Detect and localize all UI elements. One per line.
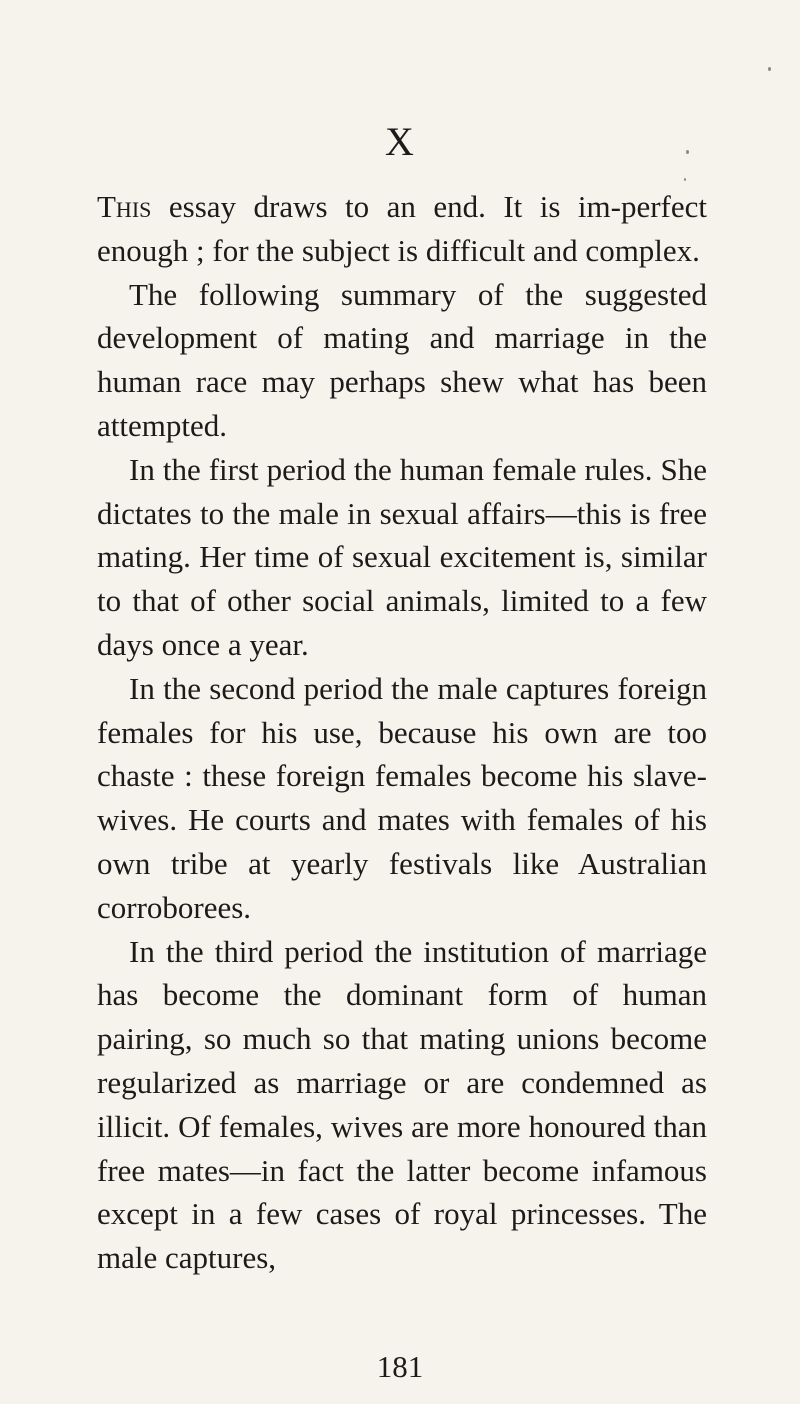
paper-speck xyxy=(686,150,689,154)
paragraph-4: In the second period the male captures foreign females for his use, because his own are too chaste : these foreign females become his slave-wives. He courts and mates with females of his own tribe at yearly festivals like Australian corroborees. xyxy=(97,670,707,925)
chapter-heading: X xyxy=(385,119,415,164)
body-text xyxy=(97,185,707,1280)
paragraph-2: The following summary of the suggested development of mating and marriage in the human race may perhaps shew what has been attempted. xyxy=(97,276,707,443)
paragraph-5: In the third period the institution of marriage has become the dominant form of human pairing, so much so that mating unions become regularized as marriage or are condemned as illicit. Of females, wives are more honoured than free mates—in fact the latter become infamous except in a few cases of royal princesses. The male captures, xyxy=(97,933,707,1276)
page-number: 181 xyxy=(376,1349,424,1384)
paragraph-1 xyxy=(97,185,707,273)
paragraph-3: In the first period the human female rules. She dictates to the male in sexual affairs—this is free mating. Her time of sexual excitement is, similar to that of other social animals, limited to a few days once a year. xyxy=(97,451,707,662)
paragraph-1-text: essay draws to an end. It is im-perfect enough ; for the subject is difficult and complex. xyxy=(97,189,707,268)
paper-speck xyxy=(768,67,771,71)
paragraph-lead-word: This xyxy=(97,189,152,224)
paper-speck xyxy=(684,178,686,181)
